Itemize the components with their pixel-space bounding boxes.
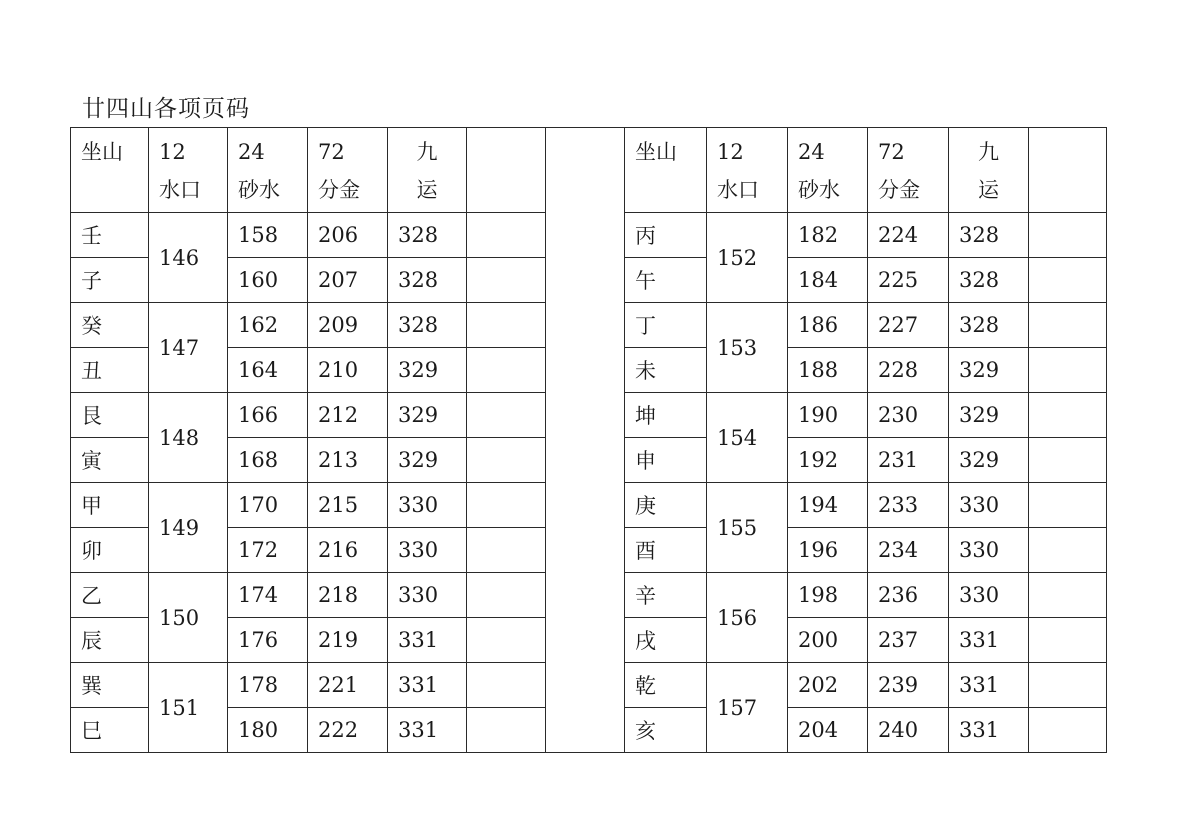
header-shuikou-right: 12 水口: [707, 128, 788, 213]
blank-cell: [1029, 438, 1107, 483]
shashui-page-cell: 196: [788, 528, 868, 573]
table-body: [71, 128, 1107, 753]
jiuyun-page-cell: 329: [949, 393, 1029, 438]
fenjin-page-cell: 210: [308, 348, 388, 393]
page-title: 廿四山各项页码: [82, 96, 250, 122]
jiuyun-page-cell: 331: [388, 663, 467, 708]
jiuyun-page-cell: 330: [388, 528, 467, 573]
fenjin-page-cell: 213: [308, 438, 388, 483]
shashui-page-cell: 204: [788, 708, 868, 753]
jiuyun-page-cell: 329: [388, 348, 467, 393]
blank-cell: [1029, 663, 1107, 708]
header-fenjin-right: 72 分金: [868, 128, 949, 213]
header-shashui: 24 砂水: [228, 128, 308, 213]
shashui-page-cell: 166: [228, 393, 308, 438]
jiuyun-page-cell: 329: [388, 438, 467, 483]
shashui-page-cell: 158: [228, 213, 308, 258]
fenjin-page-cell: 236: [868, 573, 949, 618]
jiuyun-page-cell: 328: [949, 303, 1029, 348]
fenjin-page-cell: 219: [308, 618, 388, 663]
fenjin-page-cell: 215: [308, 483, 388, 528]
blank-cell: [467, 438, 546, 483]
shashui-page-cell: 164: [228, 348, 308, 393]
shashui-page-cell: 162: [228, 303, 308, 348]
shashui-page-cell: 170: [228, 483, 308, 528]
jiuyun-page-cell: 329: [949, 348, 1029, 393]
blank-cell: [1029, 258, 1107, 303]
shashui-page-cell: 180: [228, 708, 308, 753]
header-zuoshan: 坐山: [71, 128, 149, 213]
jiuyun-page-cell: 329: [949, 438, 1029, 483]
shashui-page-cell: 198: [788, 573, 868, 618]
fenjin-page-cell: 230: [868, 393, 949, 438]
header-zuoshan-right: 坐山: [625, 128, 707, 213]
blank-cell: [467, 213, 546, 258]
jiuyun-page-cell: 330: [949, 483, 1029, 528]
mountain-cell: 申: [625, 438, 707, 483]
mountain-cell: 辰: [71, 618, 149, 663]
shashui-page-cell: 182: [788, 213, 868, 258]
mountain-cell: 坤: [625, 393, 707, 438]
jiuyun-page-cell: 328: [388, 258, 467, 303]
mountain-cell: 午: [625, 258, 707, 303]
blank-cell: [1029, 348, 1107, 393]
blank-cell: [1029, 618, 1107, 663]
jiuyun-page-cell: 331: [949, 708, 1029, 753]
jiuyun-page-cell: 328: [949, 213, 1029, 258]
shashui-page-cell: 186: [788, 303, 868, 348]
fenjin-page-cell: 231: [868, 438, 949, 483]
jiuyun-page-cell: 331: [949, 663, 1029, 708]
jiuyun-page-cell: 328: [388, 213, 467, 258]
header-jiuyun-right: 九 运: [949, 128, 1029, 213]
fenjin-page-cell: 222: [308, 708, 388, 753]
shuikou-page-cell: 146: [149, 213, 228, 303]
blank-cell: [467, 303, 546, 348]
fenjin-page-cell: 240: [868, 708, 949, 753]
shuikou-page-cell: 150: [149, 573, 228, 663]
shashui-page-cell: 172: [228, 528, 308, 573]
mountain-cell: 亥: [625, 708, 707, 753]
mountain-cell: 戌: [625, 618, 707, 663]
shuikou-page-cell: 152: [707, 213, 788, 303]
header-row: [71, 128, 1107, 213]
blank-cell: [1029, 528, 1107, 573]
mountain-cell: 巽: [71, 663, 149, 708]
mountain-cell: 未: [625, 348, 707, 393]
mountain-cell: 乙: [71, 573, 149, 618]
blank-cell: [1029, 213, 1107, 258]
shashui-page-cell: 188: [788, 348, 868, 393]
blank-cell: [467, 348, 546, 393]
fenjin-page-cell: 221: [308, 663, 388, 708]
mountain-cell: 艮: [71, 393, 149, 438]
blank-cell: [467, 708, 546, 753]
jiuyun-page-cell: 330: [388, 483, 467, 528]
fenjin-page-cell: 225: [868, 258, 949, 303]
shuikou-page-cell: 155: [707, 483, 788, 573]
mountain-cell: 卯: [71, 528, 149, 573]
header-fenjin: 72 分金: [308, 128, 388, 213]
blank-cell: [1029, 708, 1107, 753]
header-jiuyun: 九 运: [388, 128, 467, 213]
fenjin-page-cell: 237: [868, 618, 949, 663]
jiuyun-page-cell: 331: [388, 618, 467, 663]
shuikou-page-cell: 147: [149, 303, 228, 393]
mountain-cell: 丁: [625, 303, 707, 348]
fenjin-page-cell: 234: [868, 528, 949, 573]
shashui-page-cell: 184: [788, 258, 868, 303]
shashui-page-cell: 168: [228, 438, 308, 483]
fenjin-page-cell: 209: [308, 303, 388, 348]
jiuyun-page-cell: 329: [388, 393, 467, 438]
fenjin-page-cell: 206: [308, 213, 388, 258]
shuikou-page-cell: 151: [149, 663, 228, 753]
shashui-page-cell: 178: [228, 663, 308, 708]
shuikou-page-cell: 153: [707, 303, 788, 393]
shashui-page-cell: 202: [788, 663, 868, 708]
mountain-cell: 巳: [71, 708, 149, 753]
jiuyun-page-cell: 331: [388, 708, 467, 753]
mountain-cell: 辛: [625, 573, 707, 618]
page-index-table: [70, 127, 1107, 753]
header-blank-right: [1029, 128, 1107, 213]
mountain-cell: 酉: [625, 528, 707, 573]
fenjin-page-cell: 207: [308, 258, 388, 303]
jiuyun-page-cell: 328: [949, 258, 1029, 303]
header-shashui-right: 24 砂水: [788, 128, 868, 213]
mountain-cell: 庚: [625, 483, 707, 528]
shashui-page-cell: 200: [788, 618, 868, 663]
mountain-cell: 乾: [625, 663, 707, 708]
blank-cell: [467, 258, 546, 303]
mountain-cell: 壬: [71, 213, 149, 258]
fenjin-page-cell: 228: [868, 348, 949, 393]
shuikou-page-cell: 156: [707, 573, 788, 663]
mountain-cell: 丙: [625, 213, 707, 258]
fenjin-page-cell: 212: [308, 393, 388, 438]
jiuyun-page-cell: 331: [949, 618, 1029, 663]
fenjin-page-cell: 224: [868, 213, 949, 258]
shuikou-page-cell: 148: [149, 393, 228, 483]
shashui-page-cell: 194: [788, 483, 868, 528]
blank-cell: [467, 663, 546, 708]
shashui-page-cell: 160: [228, 258, 308, 303]
blank-cell: [1029, 573, 1107, 618]
blank-cell: [1029, 393, 1107, 438]
fenjin-page-cell: 218: [308, 573, 388, 618]
blank-cell: [467, 618, 546, 663]
mountain-cell: 寅: [71, 438, 149, 483]
header-shuikou: 12 水口: [149, 128, 228, 213]
header-blank: [467, 128, 546, 213]
jiuyun-page-cell: 330: [388, 573, 467, 618]
center-gap: [546, 128, 625, 753]
shashui-page-cell: 192: [788, 438, 868, 483]
blank-cell: [467, 528, 546, 573]
shuikou-page-cell: 154: [707, 393, 788, 483]
fenjin-page-cell: 239: [868, 663, 949, 708]
fenjin-page-cell: 233: [868, 483, 949, 528]
blank-cell: [467, 393, 546, 438]
jiuyun-page-cell: 330: [949, 573, 1029, 618]
blank-cell: [467, 573, 546, 618]
jiuyun-page-cell: 328: [388, 303, 467, 348]
shuikou-page-cell: 149: [149, 483, 228, 573]
blank-cell: [1029, 483, 1107, 528]
shashui-page-cell: 176: [228, 618, 308, 663]
shashui-page-cell: 190: [788, 393, 868, 438]
blank-cell: [467, 483, 546, 528]
shashui-page-cell: 174: [228, 573, 308, 618]
fenjin-page-cell: 216: [308, 528, 388, 573]
mountain-cell: 癸: [71, 303, 149, 348]
blank-cell: [1029, 303, 1107, 348]
mountain-cell: 丑: [71, 348, 149, 393]
shuikou-page-cell: 157: [707, 663, 788, 753]
fenjin-page-cell: 227: [868, 303, 949, 348]
mountain-cell: 子: [71, 258, 149, 303]
mountain-cell: 甲: [71, 483, 149, 528]
jiuyun-page-cell: 330: [949, 528, 1029, 573]
